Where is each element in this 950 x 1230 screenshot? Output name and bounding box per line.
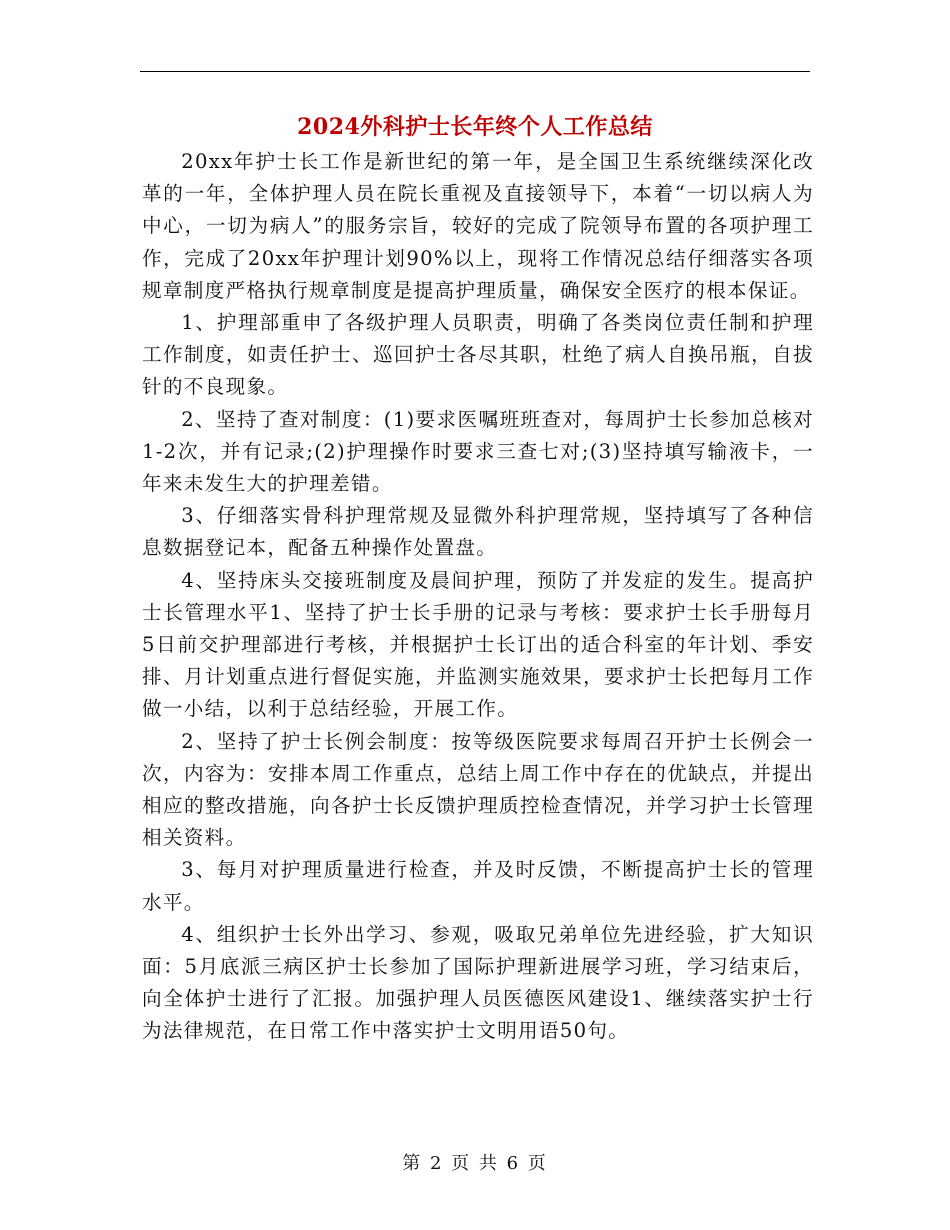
document-body	[142, 146, 814, 1048]
document-title: 2024外科护士长年终个人工作总结	[297, 114, 653, 140]
page-number-footer	[0, 1152, 950, 1176]
paragraph-item-1: 1、护理部重申了各级护理人员职责，明确了各类岗位责任制和护理工作制度，如责任护士、巡回护士各尽其职，杜绝了病人自换吊瓶，自拔针的不良现象。	[142, 311, 814, 399]
footer-prefix: 第	[402, 1153, 423, 1174]
paragraph-item-2: 2、坚持了查对制度：(1)要求医嘱班班查对，每周护士长参加总核对1-2次，并有记录;(2)护理操作时要求三查七对;(3)坚持填写输液卡，一年来未发生大的护理差错。	[142, 407, 814, 496]
footer-page-unit: 页	[451, 1153, 472, 1174]
paragraph-item-6: 3、每月对护理质量进行检查，并及时反馈，不断提高护士长的管理水平。	[142, 858, 814, 914]
paragraph-item-3: 3、仔细落实骨科护理常规及显微外科护理常规，坚持填写了各种信息数据登记本，配备五种操作处置盘。	[142, 504, 814, 560]
footer-total-prefix: 共	[478, 1153, 499, 1174]
paragraph-item-4: 4、坚持床头交接班制度及晨间护理，预防了并发症的发生。提高护士长管理水平1、坚持了护士长手册的记录与考核：要求护士长手册每月5日前交护理部进行考核，并根据护士长订出的适合科室的年计划、季安排、月计划重点进行督促实施，并监测实施效果，要求护士长把每月工作做一小结，以利于总结经验，开展工作。	[142, 568, 814, 721]
paragraph-intro: 20xx年护士长工作是新世纪的第一年，是全国卫生系统继续深化改革的一年，全体护理人员在院长重视及直接领导下，本着“一切以病人为中心，一切为病人”的服务宗旨，较好的完成了院领导布置的各项护理工作，完成了20xx年护理计划90%以上，现将工作情况总结仔细落实各项规章制度严格执行规章制度是提高护理质量，确保安全医疗的根本保证。	[142, 150, 814, 302]
header-rule	[140, 71, 810, 72]
footer-total-pages: 6	[506, 1153, 521, 1174]
paragraph-item-7: 4、组织护士长外出学习、参观，吸取兄弟单位先进经验，扩大知识面：5月底派三病区护士长参加了国际护理新进展学习班，学习结束后，向全体护士进行了汇报。加强护理人员医德医风建设1、继续落实护士行为法律规范，在日常工作中落实护士文明用语50句。	[142, 922, 814, 1043]
footer-total-unit: 页	[527, 1153, 548, 1174]
footer-page-number: 2	[429, 1153, 444, 1174]
paragraph-item-5: 2、坚持了护士长例会制度：按等级医院要求每周召开护士长例会一次，内容为：安排本周工作重点，总结上周工作中存在的优缺点，并提出相应的整改措施，向各护士长反馈护理质控检查情况，并学习护士长管理相关资料。	[142, 729, 814, 850]
